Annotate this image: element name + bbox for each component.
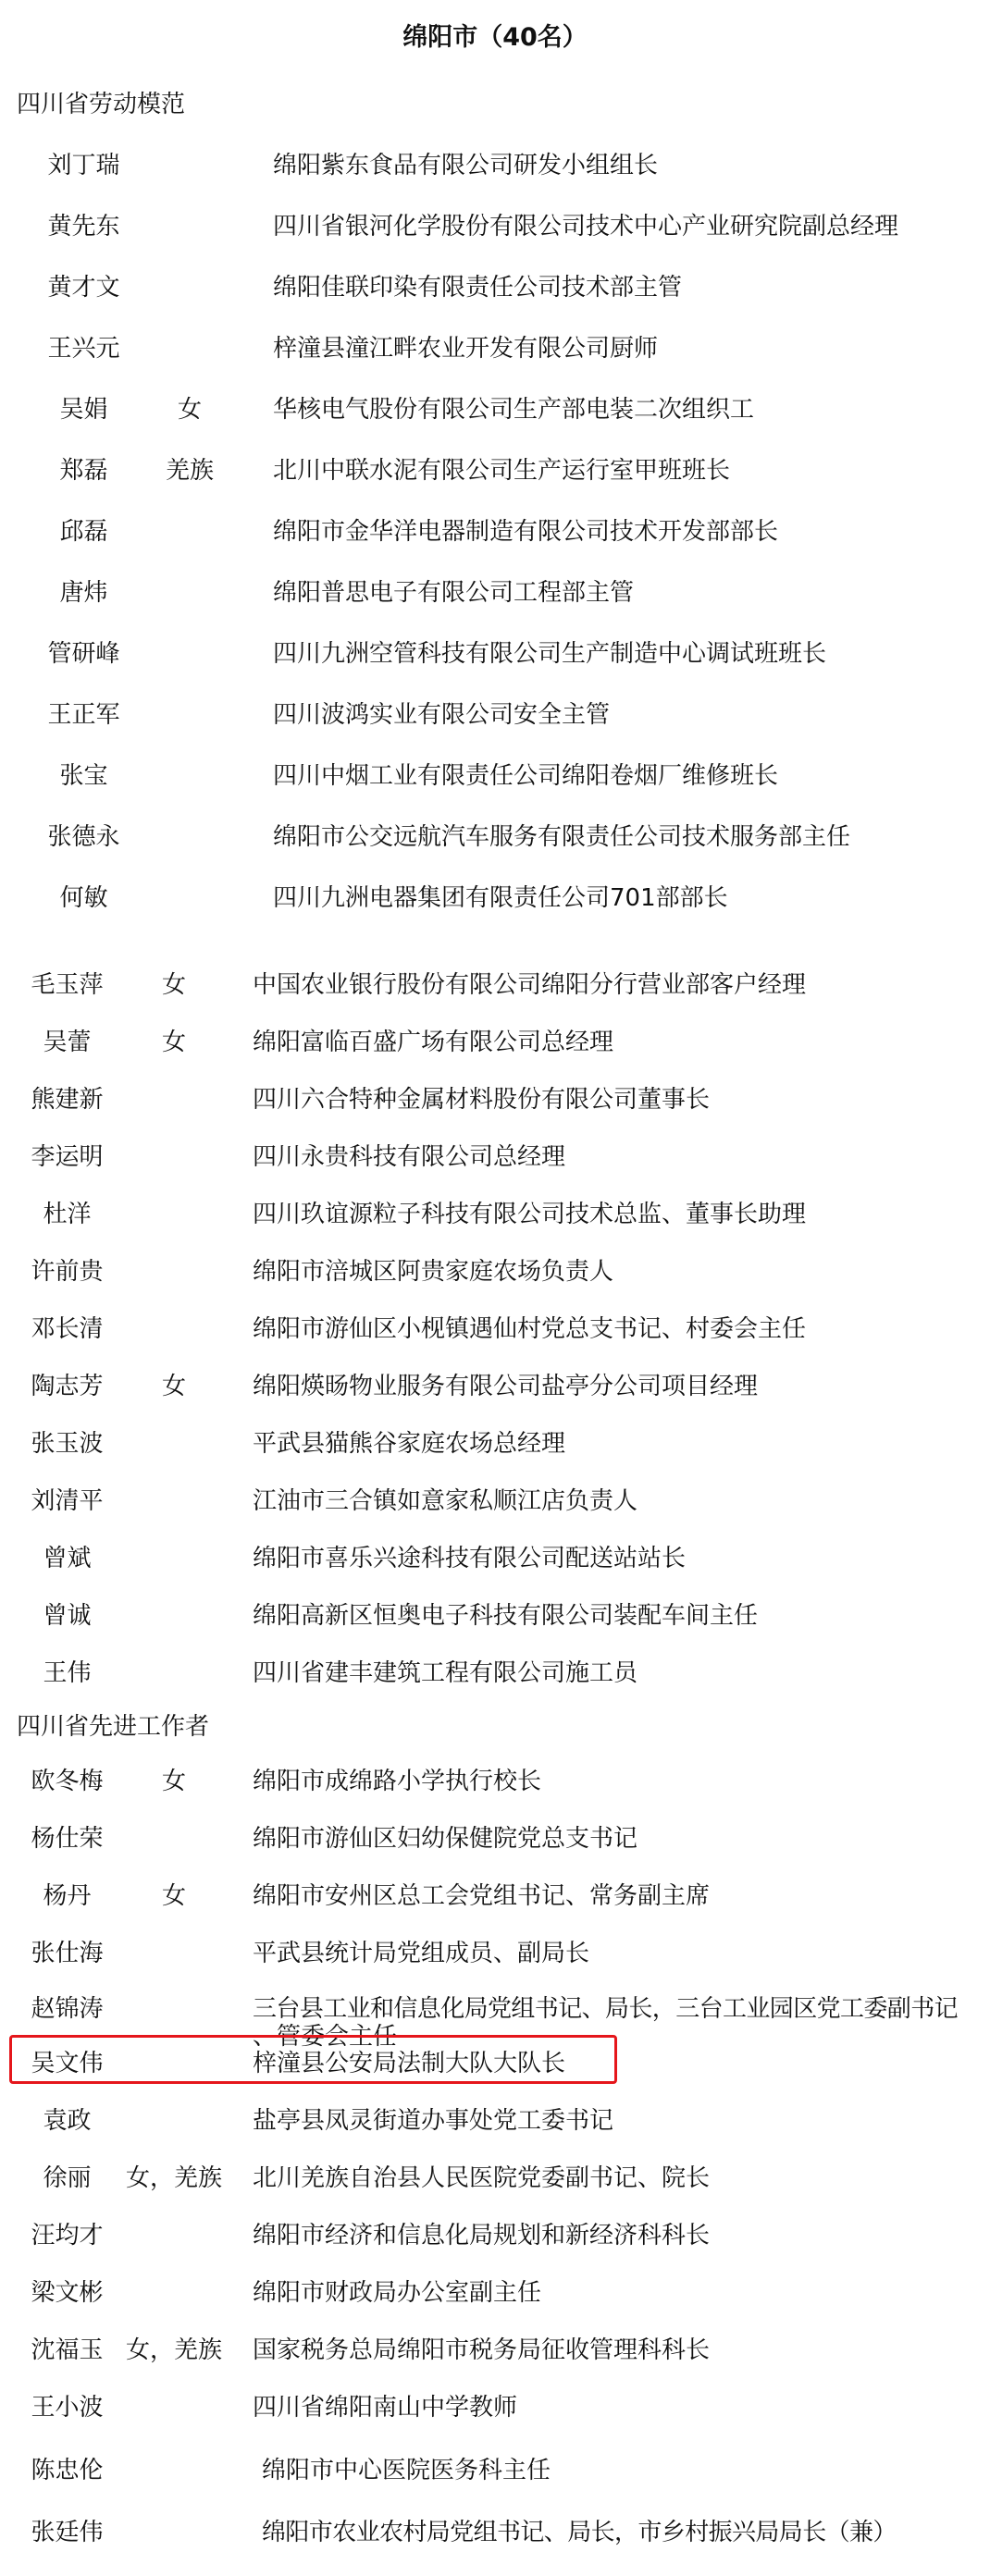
person-name: 王伟	[43, 1659, 92, 1687]
person-position: 绵阳市喜乐兴途科技有限公司配送站站长	[253, 1545, 687, 1572]
person-name: 管研峰	[47, 640, 120, 668]
person-position: 绵阳市经济和信息化局规划和新经济科科长	[253, 2222, 711, 2249]
person-name: 邓长清	[31, 1315, 104, 1343]
list-item	[0, 1990, 990, 2051]
person-name: 张玉波	[31, 1430, 104, 1458]
list-item	[0, 146, 990, 183]
person-position: 绵阳市财政局办公室副主任	[253, 2279, 542, 2307]
person-position: 四川波鸿实业有限公司安全主管	[273, 701, 611, 729]
person-name: 徐丽	[43, 2164, 92, 2192]
person-note: 羌族	[165, 457, 214, 485]
person-position: 绵阳市游仙区妇幼保健院党总支书记	[253, 1825, 638, 1853]
person-note: 女	[161, 971, 186, 999]
list-item	[0, 635, 990, 672]
person-name: 杨丹	[43, 1882, 92, 1910]
person-name: 杜洋	[43, 1201, 92, 1228]
person-position: 绵阳市公交远航汽车服务有限责任公司技术服务部主任	[273, 823, 851, 851]
person-position: 绵阳市金华洋电器制造有限公司技术开发部部长	[273, 518, 779, 546]
person-name: 何敏	[59, 884, 108, 912]
person-name: 张仕海	[31, 1940, 104, 1967]
list-item	[0, 207, 990, 244]
person-position: 绵阳市中心医院医务科主任	[262, 2457, 551, 2484]
list-item	[0, 1195, 990, 1232]
person-name: 毛玉萍	[31, 971, 104, 999]
list-item	[0, 2331, 990, 2368]
list-item	[0, 329, 990, 366]
person-position: 中国农业银行股份有限公司绵阳分行营业部客户经理	[253, 971, 807, 999]
person-position: 四川六合特种金属材料股份有限公司董事长	[253, 1086, 711, 1114]
list-item	[0, 1138, 990, 1175]
person-position: 江油市三合镇如意家私顺江店负责人	[253, 1487, 638, 1515]
person-position: 四川省银河化学股份有限公司技术中心产业研究院副总经理	[273, 213, 899, 240]
person-position: 绵阳市游仙区小枧镇遇仙村党总支书记、村委会主任	[253, 1315, 807, 1343]
person-position: 平武县猫熊谷家庭农场总经理	[253, 1430, 566, 1458]
person-name: 梁文彬	[31, 2279, 104, 2307]
person-note: 女	[161, 1768, 186, 1795]
document-title: 绵阳市（40名）	[402, 23, 588, 52]
list-item	[0, 1482, 990, 1519]
person-position: 绵阳市成绵路小学执行校长	[253, 1768, 542, 1795]
person-name: 王正军	[47, 701, 120, 729]
person-name: 李运明	[31, 1143, 104, 1171]
person-name: 黄先东	[47, 213, 120, 240]
person-name: 王小波	[31, 2394, 104, 2422]
person-name: 黄才文	[47, 274, 120, 302]
person-position: 三台县工业和信息化局党组书记、局长，三台工业园区党工委副书记	[253, 1995, 959, 2023]
person-position: 绵阳煐旸物业服务有限公司盐亭分公司项目经理	[253, 1373, 759, 1400]
list-item	[0, 757, 990, 794]
list-item	[0, 2216, 990, 2253]
section-heading-labor-model: 四川省劳动模范	[17, 91, 186, 118]
person-name: 唐炜	[59, 579, 108, 607]
person-position: 四川玖谊源粒子科技有限公司技术总监、董事长助理	[253, 1201, 807, 1228]
person-name: 吴蕾	[43, 1029, 92, 1056]
person-name: 陈忠伦	[31, 2457, 104, 2484]
person-name: 熊建新	[31, 1086, 104, 1114]
person-name: 沈福玉	[31, 2336, 104, 2364]
person-note: 女	[161, 1882, 186, 1910]
list-item	[0, 2513, 990, 2550]
person-position: 国家税务总局绵阳市税务局征收管理科科长	[253, 2336, 711, 2364]
person-name: 曾斌	[43, 1545, 92, 1572]
person-position: 绵阳高新区恒奥电子科技有限公司装配车间主任	[253, 1602, 759, 1630]
person-position: 绵阳市农业农村局党组书记、局长，市乡村振兴局局长（兼）	[262, 2519, 897, 2546]
person-position: 绵阳富临百盛广场有限公司总经理	[253, 1029, 614, 1056]
person-name: 曾诚	[43, 1602, 92, 1630]
person-name: 欧冬梅	[31, 1768, 104, 1795]
person-name: 郑磊	[59, 457, 108, 485]
person-position: 华核电气股份有限公司生产部电装二次组织工	[273, 396, 755, 424]
person-name: 汪均才	[31, 2222, 104, 2249]
list-item	[0, 1596, 990, 1633]
person-name: 王兴元	[47, 335, 120, 363]
person-name: 刘清平	[31, 1487, 104, 1515]
person-position: 四川九洲空管科技有限公司生产制造中心调试班班长	[273, 640, 827, 668]
list-item	[0, 1934, 990, 1971]
person-note: 女	[161, 1029, 186, 1056]
list-item	[0, 268, 990, 305]
person-position: 盐亭县凤灵街道办事处党工委书记	[253, 2107, 614, 2135]
list-item	[0, 1539, 990, 1576]
list-item	[0, 2388, 990, 2425]
person-position: 绵阳紫东食品有限公司研发小组组长	[273, 152, 659, 179]
person-note: 女，羌族	[125, 2164, 222, 2192]
person-name: 刘丁瑞	[47, 152, 120, 179]
list-item	[0, 1080, 990, 1117]
list-item	[0, 1819, 990, 1856]
person-name: 张廷伟	[31, 2519, 104, 2546]
person-name: 袁政	[43, 2107, 92, 2135]
list-item	[0, 512, 990, 549]
person-note: 女	[177, 396, 202, 424]
person-name: 吴娟	[59, 396, 108, 424]
person-position: 梓潼县潼江畔农业开发有限公司厨师	[273, 335, 659, 363]
list-item	[0, 1424, 990, 1461]
list-item	[0, 390, 990, 427]
person-position: 绵阳普思电子有限公司工程部主管	[273, 579, 635, 607]
person-name: 赵锦涛	[31, 1995, 104, 2023]
person-position: 北川羌族自治县人民医院党委副书记、院长	[253, 2164, 711, 2192]
list-item	[0, 1023, 990, 1060]
list-item	[0, 2451, 990, 2488]
list-item	[0, 2101, 990, 2138]
person-name: 张德永	[47, 823, 120, 851]
list-item	[0, 1310, 990, 1347]
person-position: 四川省绵阳南山中学教师	[253, 2394, 518, 2422]
list-item	[0, 1877, 990, 1914]
person-name: 许前贵	[31, 1258, 104, 1286]
list-item	[0, 818, 990, 855]
list-item	[0, 1654, 990, 1691]
list-item	[0, 1762, 990, 1799]
person-position: 四川中烟工业有限责任公司绵阳卷烟厂维修班长	[273, 762, 779, 790]
person-name: 吴文伟	[31, 2050, 104, 2077]
section-heading-advanced-worker: 四川省先进工作者	[17, 1713, 210, 1741]
person-name: 张宝	[59, 762, 108, 790]
person-note: 女	[161, 1373, 186, 1400]
person-position: 平武县统计局党组成员、副局长	[253, 1940, 590, 1967]
list-item	[0, 966, 990, 1003]
person-name: 邱磊	[59, 518, 108, 546]
person-position: 绵阳市涪城区阿贵家庭农场负责人	[253, 1258, 614, 1286]
person-position: 北川中联水泥有限公司生产运行室甲班班长	[273, 457, 731, 485]
list-item	[0, 1367, 990, 1404]
list-item	[0, 696, 990, 733]
list-item	[0, 2159, 990, 2196]
person-note: 女，羌族	[125, 2336, 222, 2364]
highlight-box	[9, 2035, 617, 2084]
person-position: 梓潼县公安局法制大队大队长	[253, 2050, 566, 2077]
list-item	[0, 451, 990, 488]
person-position: 绵阳佳联印染有限责任公司技术部主管	[273, 274, 683, 302]
person-position: 四川省建丰建筑工程有限公司施工员	[253, 1659, 638, 1687]
list-item	[0, 1252, 990, 1289]
person-name: 陶志芳	[31, 1373, 104, 1400]
list-item	[0, 2274, 990, 2311]
list-item	[0, 879, 990, 916]
person-position-continued: 、管委会主任	[253, 2023, 398, 2051]
person-position: 绵阳市安州区总工会党组书记、常务副主席	[253, 1882, 711, 1910]
person-position: 四川九洲电器集团有限责任公司701部部长	[273, 884, 728, 912]
list-item	[0, 573, 990, 610]
person-name: 杨仕荣	[31, 1825, 104, 1853]
person-position: 四川永贵科技有限公司总经理	[253, 1143, 566, 1171]
